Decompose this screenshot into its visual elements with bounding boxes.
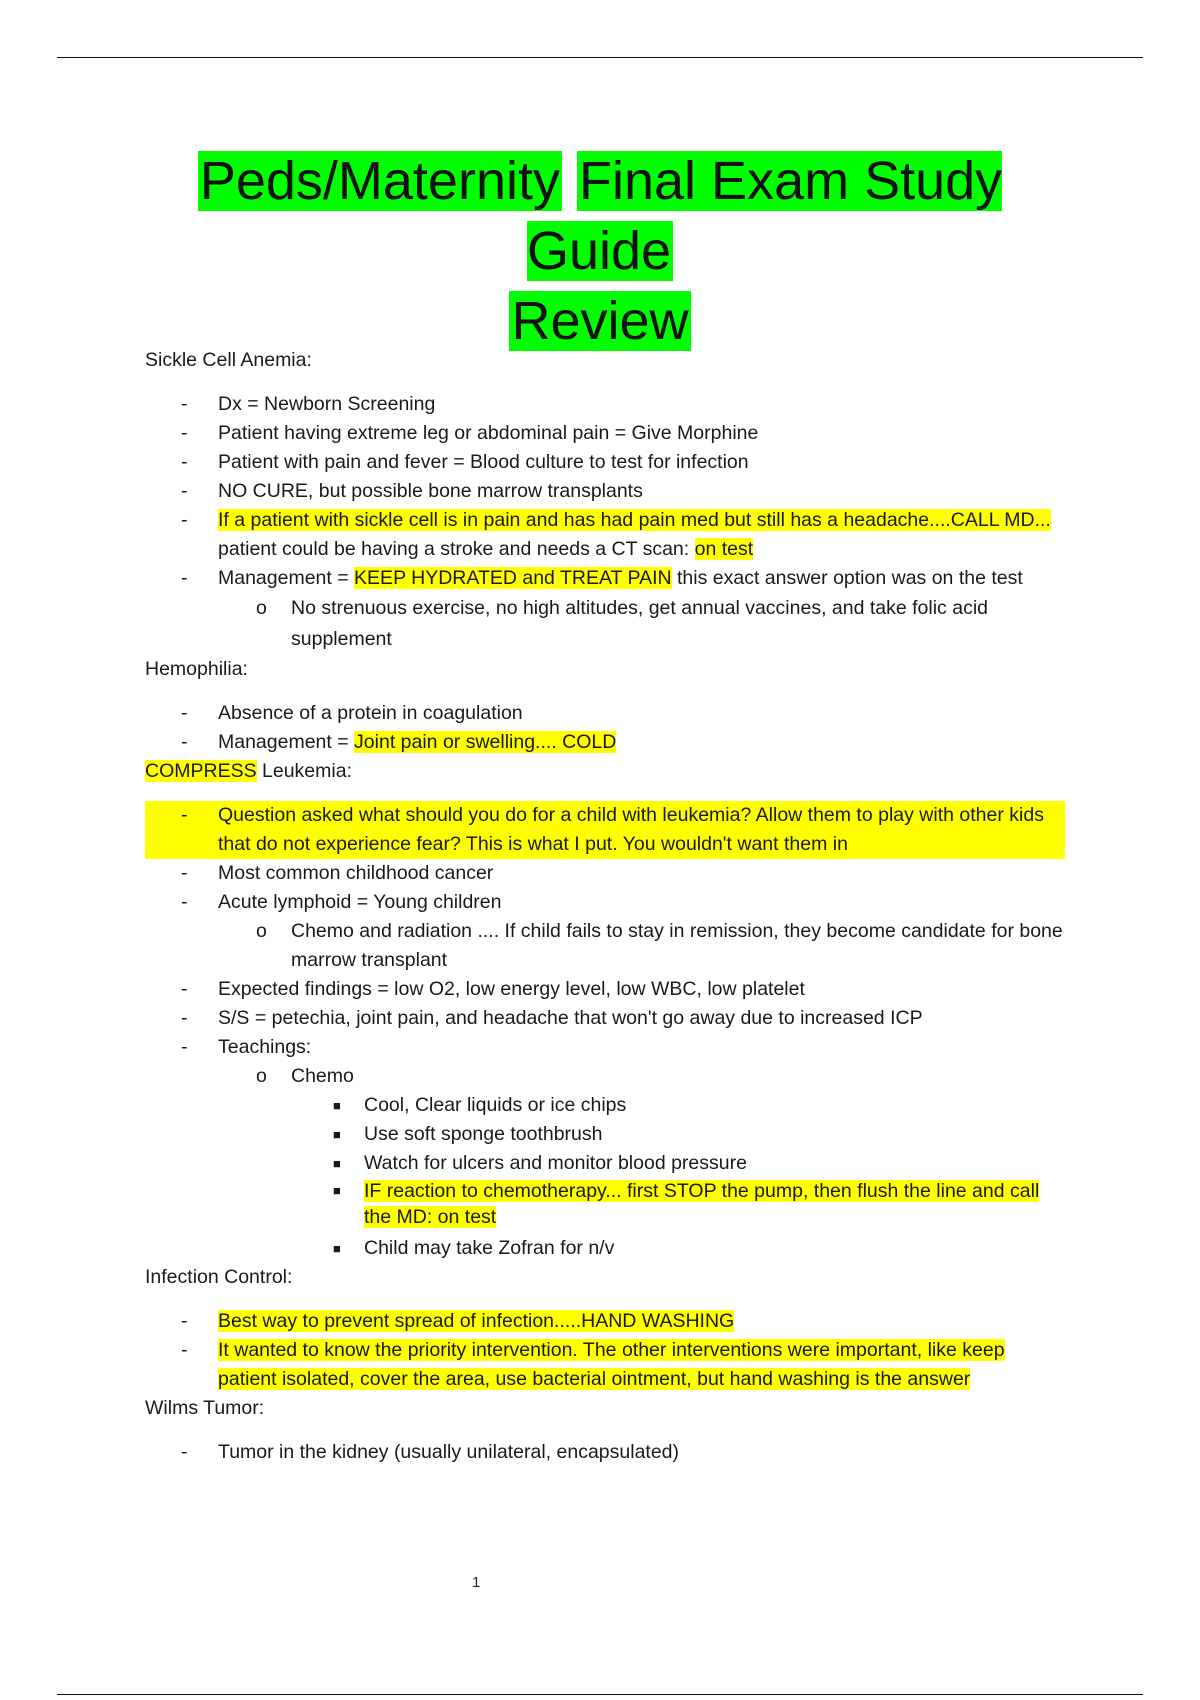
- list-item: - Dx = Newborn Screening: [145, 390, 1065, 419]
- sub-sub-list-item: ■ Watch for ulcers and monitor blood pressure: [291, 1149, 1065, 1178]
- list-item-text: Management =: [218, 731, 355, 753]
- list-item: [145, 1307, 1065, 1336]
- list-item: [145, 728, 1065, 757]
- list-item-text: Acute lymphoid = Young children: [218, 891, 502, 913]
- sub-list-item: o Chemo and radiation .... If child fails to stay in remission, they become candidate for bone marrow transplant: [218, 917, 1065, 975]
- bullet-list: [145, 1438, 1065, 1467]
- bottom-rule: [57, 1694, 1143, 1695]
- sub-list: [218, 917, 1065, 975]
- highlighted-text: If a patient with sickle cell is in pain and has had pain med but still has a headache....CALL MD...: [218, 509, 1051, 531]
- bullet-list: [145, 390, 1065, 655]
- section-heading: Sickle Cell Anemia:: [145, 349, 312, 371]
- list-item-text: Management =: [218, 567, 355, 589]
- list-item: - Tumor in the kidney (usually unilateral, encapsulated): [145, 1438, 1065, 1467]
- list-item: [145, 506, 1065, 564]
- title-part-2: Final Exam Study Guide: [526, 151, 1003, 281]
- sub-list-item: o No strenuous exercise, no high altitudes, get annual vaccines, and take folic acid supplement: [218, 593, 1065, 655]
- highlighted-text: on test: [694, 538, 754, 560]
- title-part-3: Review: [511, 291, 689, 351]
- list-item: - Absence of a protein in coagulation: [145, 699, 1065, 728]
- section-infection-control: [145, 1263, 1065, 1394]
- sub-sub-list: [291, 1091, 1065, 1263]
- section-heading: Infection Control:: [145, 1266, 293, 1288]
- sub-list-item: [218, 1062, 1065, 1263]
- list-item-text: Teachings:: [218, 1036, 312, 1058]
- highlighted-text: KEEP HYDRATED and TREAT PAIN: [354, 567, 672, 589]
- page-title: [140, 146, 1060, 356]
- sub-sub-list-item: ■ Cool, Clear liquids or ice chips: [291, 1091, 1065, 1120]
- sub-list-item-text: Chemo: [291, 1065, 354, 1087]
- highlighted-text: IF reaction to chemotherapy... first STOP the pump, then flush the line and call the MD: on test: [364, 1180, 1040, 1228]
- list-item: - NO CURE, but possible bone marrow transplants: [145, 477, 1065, 506]
- list-item: [145, 1033, 1065, 1263]
- document-body: [145, 346, 1065, 1467]
- bullet-list: [145, 1307, 1065, 1394]
- section-hemophilia: [145, 655, 1065, 757]
- section-heading: Wilms Tumor:: [145, 1397, 265, 1419]
- sub-list: [218, 1062, 1065, 1263]
- list-item: [145, 564, 1065, 655]
- list-item: - Patient having extreme leg or abdominal pain = Give Morphine: [145, 419, 1065, 448]
- highlighted-text: Best way to prevent spread of infection.....HAND WASHING: [218, 1310, 735, 1332]
- heading-text: Leukemia:: [256, 760, 352, 782]
- section-wilms-tumor: [145, 1394, 1065, 1467]
- bullet-list: [145, 801, 1065, 1263]
- sub-sub-list-item: ■ Use soft sponge toothbrush: [291, 1120, 1065, 1149]
- list-item: - S/S = petechia, joint pain, and headache that won't go away due to increased ICP: [145, 1004, 1065, 1033]
- section-sickle-cell: [145, 346, 1065, 655]
- top-rule: [57, 57, 1143, 58]
- section-heading: [145, 757, 1065, 786]
- highlighted-text: COMPRESS: [145, 760, 257, 782]
- list-item-text: patient could be having a stroke and needs a CT scan:: [218, 538, 695, 560]
- sub-sub-list-item: ■ Child may take Zofran for n/v: [291, 1234, 1065, 1263]
- highlighted-text: It wanted to know the priority intervention. The other interventions were important, like keep patient isolated, cover the area, use bacterial ointment, but hand washing is the answer: [218, 1339, 1005, 1390]
- bullet-list: [145, 699, 1065, 757]
- list-item: [145, 1336, 1065, 1394]
- section-heading: Hemophilia:: [145, 658, 248, 680]
- page-number: 1: [472, 1574, 481, 1591]
- list-item: - Expected findings = low O2, low energy level, low WBC, low platelet: [145, 975, 1065, 1004]
- highlighted-text: Joint pain or swelling.... COLD: [354, 731, 617, 753]
- list-item: - Patient with pain and fever = Blood culture to test for infection: [145, 448, 1065, 477]
- sub-sub-list-item: [291, 1178, 1065, 1230]
- title-part-1: Peds/Maternity: [199, 151, 560, 211]
- list-item-text: this exact answer option was on the test: [671, 567, 1023, 589]
- section-leukemia: [145, 757, 1065, 1263]
- list-item: - Most common childhood cancer: [145, 859, 1065, 888]
- list-item: - Question asked what should you do for a child with leukemia? Allow them to play with other kids that do not experience fear? This is what I put. You wouldn't want them in: [145, 801, 1065, 859]
- list-item: [145, 888, 1065, 975]
- sub-list: [218, 593, 1065, 655]
